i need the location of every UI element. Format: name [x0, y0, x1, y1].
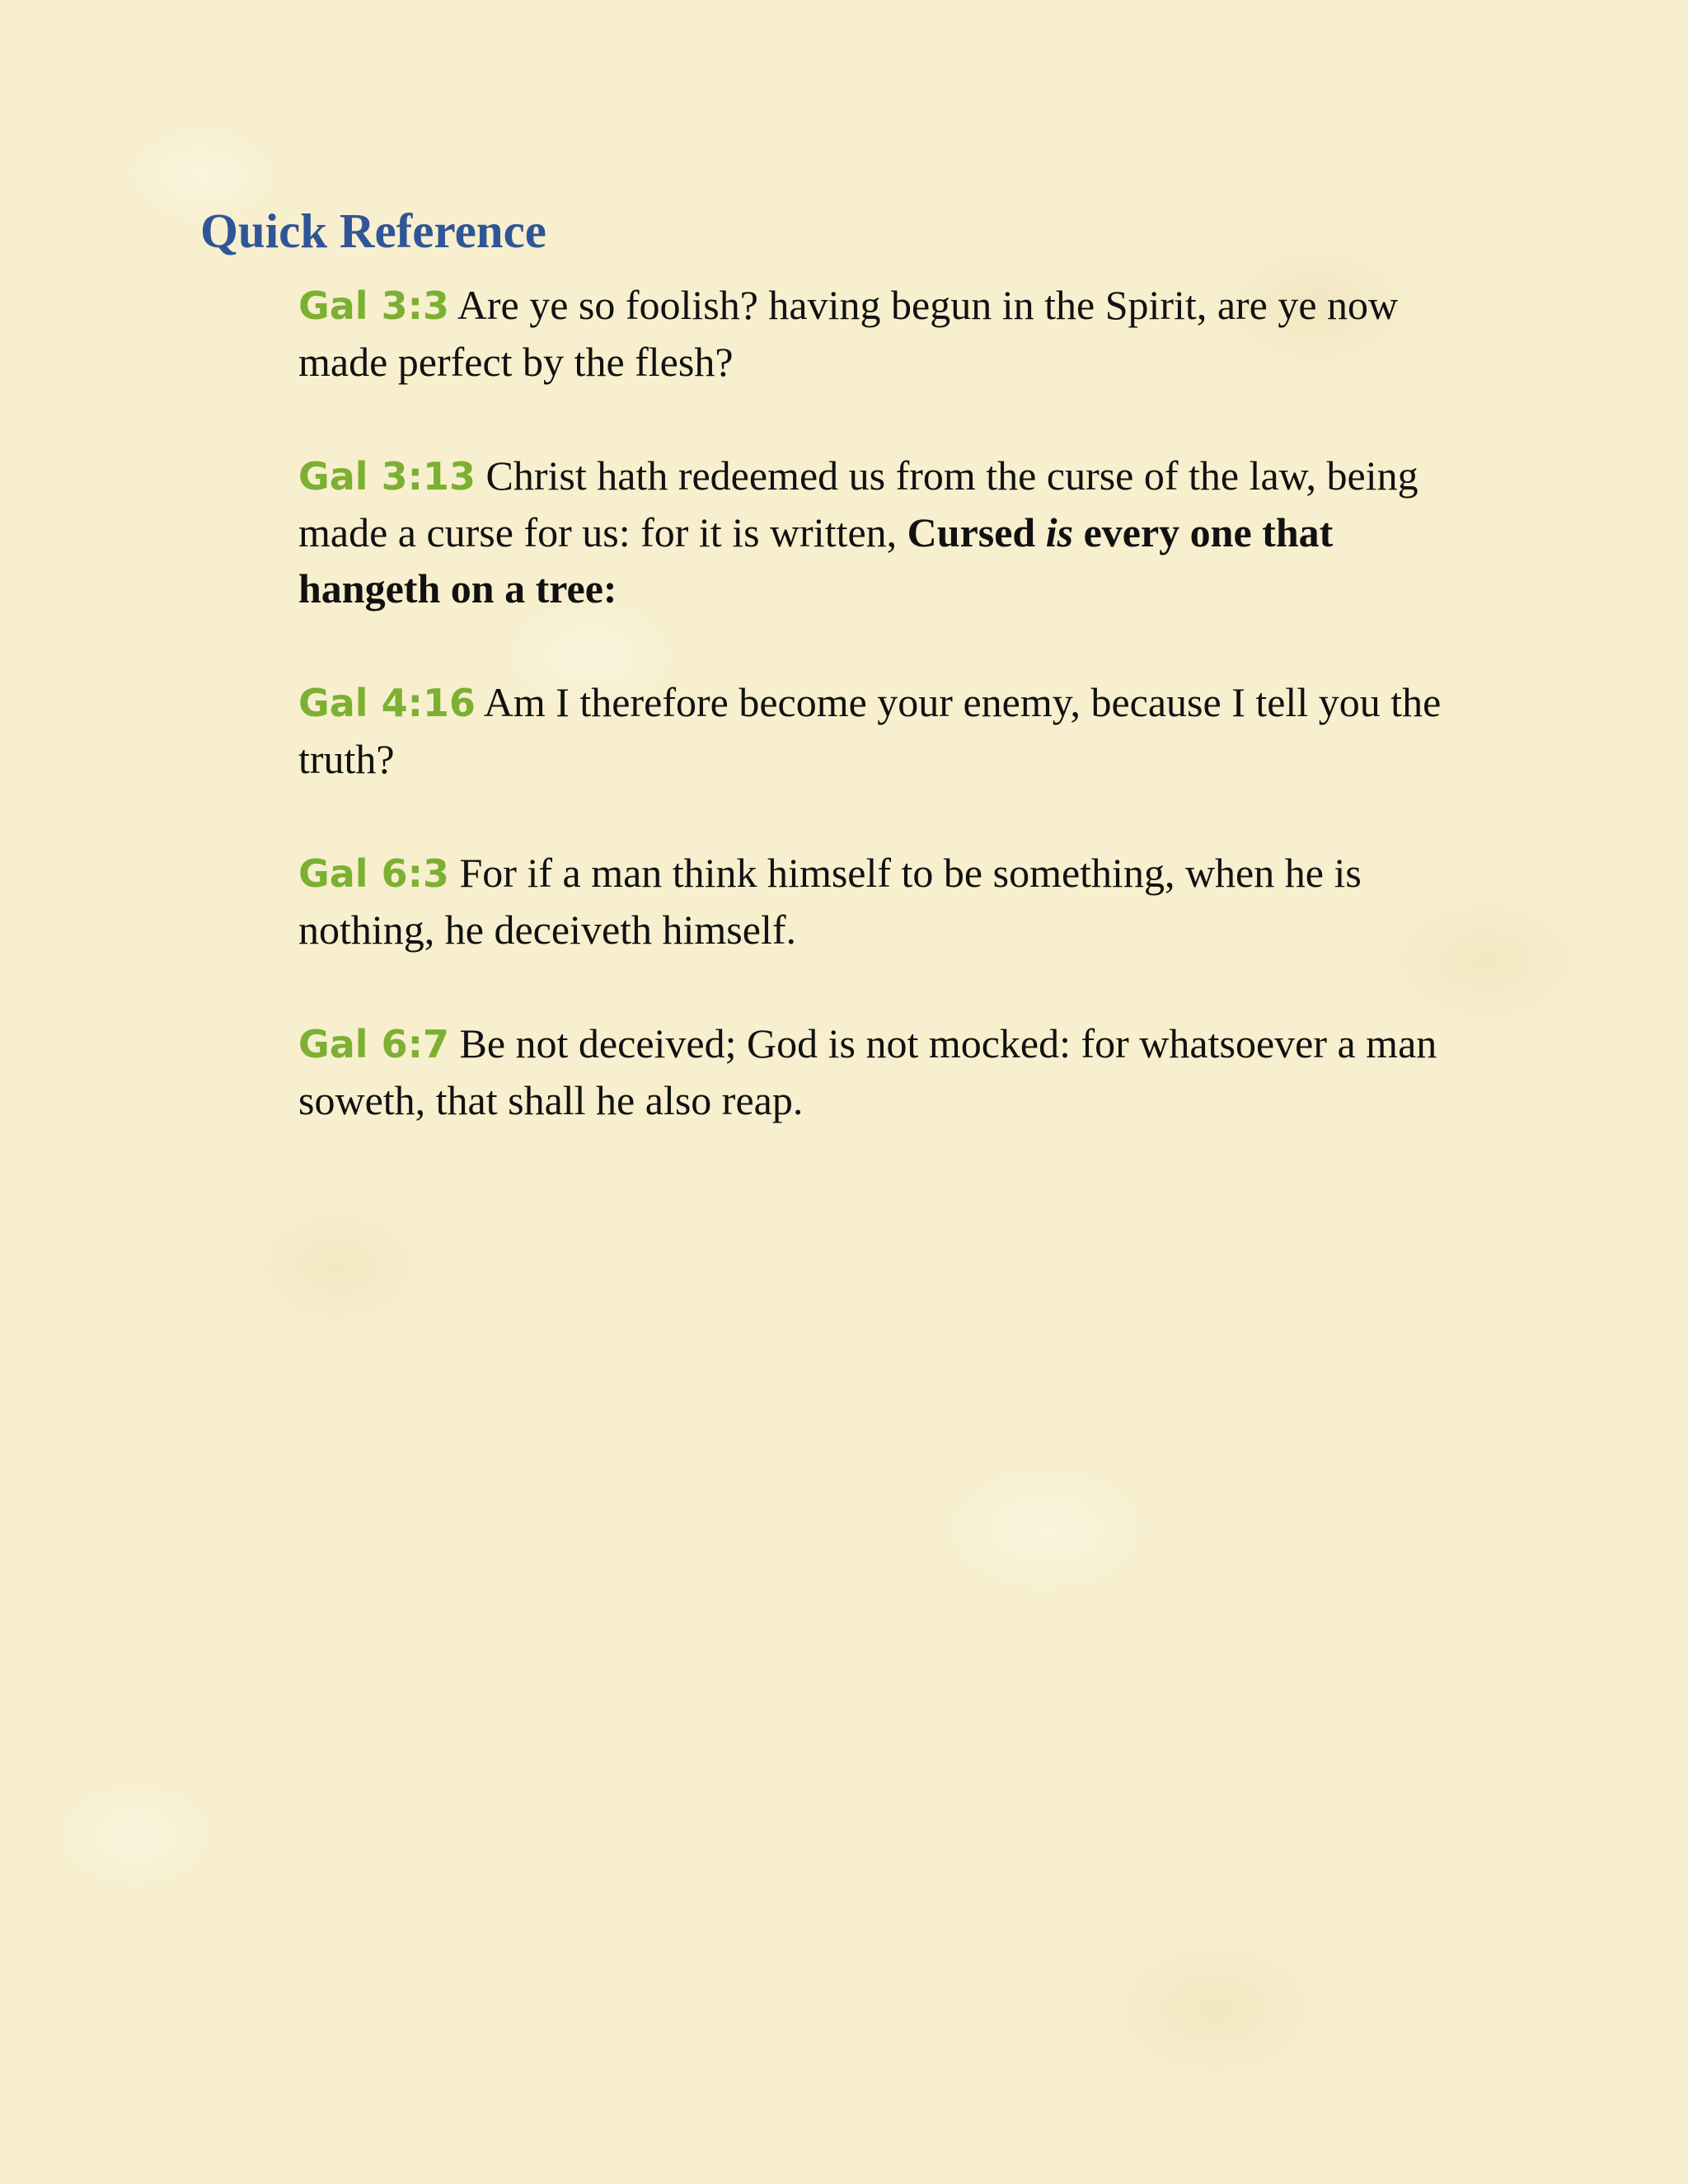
- verse-entry: [298, 277, 1469, 390]
- verse-entry: [298, 448, 1469, 616]
- verse-reference: Gal 6:7: [298, 1022, 449, 1066]
- verse-quote-bold-italic: is: [1045, 509, 1074, 555]
- verse-reference: Gal 3:13: [298, 454, 476, 499]
- verse-entry: [298, 845, 1469, 958]
- verse-text: Are ye so foolish? having begun in the Spirit, are ye now made perfect by the flesh?: [298, 282, 1399, 385]
- verse-reference: Gal 3:3: [298, 284, 449, 328]
- verse-text: Am I therefore become your enemy, because I tell you the truth?: [298, 679, 1442, 782]
- verse-quote-bold: every one that hangeth on a tree:: [298, 509, 1334, 612]
- verse-text: Be not deceived; God is not mocked: for whatsoever a man soweth, that shall he also reap.: [298, 1020, 1437, 1123]
- verse-reference: Gal 4:16: [298, 681, 476, 725]
- verse-reference: Gal 6:3: [298, 851, 449, 896]
- page-title: Quick Reference: [200, 204, 546, 258]
- verse-quote-bold: Cursed: [907, 509, 1036, 555]
- verse-text: Christ hath redeemed us from the curse of the law, being made a curse for us: for it is written,: [298, 452, 1418, 555]
- verse-entry: [298, 674, 1469, 787]
- verse-text: For if a man think himself to be something, when he is nothing, he deceiveth himself.: [298, 850, 1362, 953]
- verse-entry: [298, 1015, 1469, 1128]
- verse-list: [298, 277, 1469, 1186]
